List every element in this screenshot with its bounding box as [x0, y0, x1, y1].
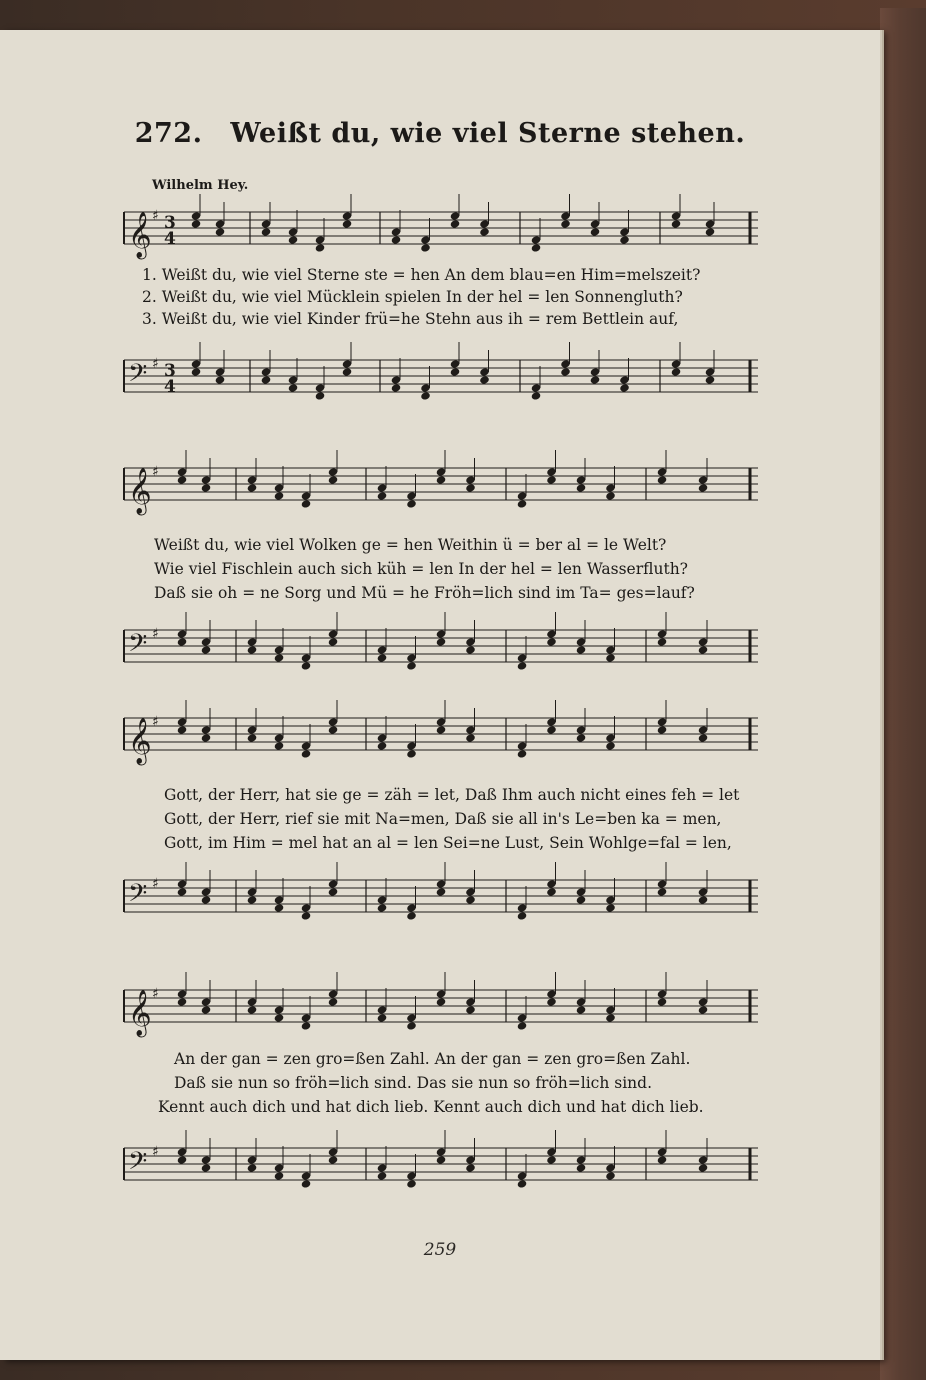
- note-head: [546, 1155, 557, 1164]
- note-head: [406, 1021, 417, 1030]
- bass-staff: [118, 620, 768, 690]
- note-head: [465, 645, 476, 654]
- note-head: [546, 637, 557, 646]
- note-head: [436, 887, 447, 896]
- note-head: [391, 383, 402, 392]
- note-head: [191, 219, 202, 228]
- note-head: [465, 1005, 476, 1014]
- note-head: [201, 733, 212, 742]
- note-head: [177, 997, 188, 1006]
- note-head: [657, 725, 668, 734]
- note-head: [247, 1005, 258, 1014]
- note-head: [546, 475, 557, 484]
- treble-staff: [118, 458, 768, 518]
- note-head: [517, 911, 528, 920]
- note-head: [546, 997, 557, 1006]
- note-head: [517, 1179, 528, 1188]
- lyric-line: Gott, im Him = mel hat an al = len Sei=ne Lust, Sein Wohlge=fal = len,: [164, 834, 732, 852]
- note-head: [465, 895, 476, 904]
- music-system-1: [118, 202, 768, 432]
- note-head: [531, 391, 542, 400]
- note-head: [342, 219, 353, 228]
- note-head: [247, 483, 258, 492]
- note-head: [590, 375, 601, 384]
- bass-clef-icon: 𝄢: [128, 879, 148, 914]
- note-head: [377, 1013, 388, 1022]
- note-head: [576, 1163, 587, 1172]
- hymn-number: 272.: [134, 118, 203, 149]
- treble-clef-icon: 𝄞: [128, 212, 152, 258]
- note-head: [201, 895, 212, 904]
- note-head: [215, 227, 226, 236]
- note-head: [698, 1005, 709, 1014]
- note-head: [698, 1163, 709, 1172]
- time-signature-bottom: 4: [164, 229, 176, 249]
- note-head: [406, 911, 417, 920]
- note-head: [274, 1013, 285, 1022]
- note-head: [328, 887, 339, 896]
- note-head: [517, 749, 528, 758]
- note-head: [560, 219, 571, 228]
- sharp-icon: ♯: [152, 876, 159, 892]
- bass-staff: [118, 350, 768, 420]
- note-head: [315, 243, 326, 252]
- sharp-icon: ♯: [152, 714, 159, 730]
- note-head: [177, 1155, 188, 1164]
- note-head: [705, 375, 716, 384]
- note-head: [531, 243, 542, 252]
- note-head: [391, 235, 402, 244]
- note-head: [247, 733, 258, 742]
- sharp-icon: ♯: [152, 986, 159, 1002]
- lyric-line: 2. Weißt du, wie viel Mücklein spielen In der hel = len Sonnengluth?: [142, 288, 683, 306]
- note-head: [274, 653, 285, 662]
- note-head: [436, 1155, 447, 1164]
- note-head: [261, 227, 272, 236]
- bass-clef-icon: 𝄢: [128, 1147, 148, 1182]
- note-head: [406, 1179, 417, 1188]
- time-signature-bottom: 4: [164, 377, 176, 397]
- note-head: [517, 1021, 528, 1030]
- note-head: [377, 1171, 388, 1180]
- bass-staff: [118, 870, 768, 940]
- note-head: [450, 219, 461, 228]
- sharp-icon: ♯: [152, 626, 159, 642]
- note-head: [619, 383, 630, 392]
- note-head: [479, 375, 490, 384]
- note-head: [436, 997, 447, 1006]
- book-cover-edge: [880, 8, 926, 1380]
- note-head: [406, 749, 417, 758]
- note-head: [328, 637, 339, 646]
- note-head: [576, 895, 587, 904]
- lyric-line: Weißt du, wie viel Wolken ge = hen Weithin ü = ber al = le Welt?: [154, 536, 667, 554]
- note-head: [698, 895, 709, 904]
- bass-clef-icon: 𝄢: [128, 629, 148, 664]
- note-head: [201, 645, 212, 654]
- note-head: [328, 725, 339, 734]
- treble-clef-icon: 𝄞: [128, 990, 152, 1036]
- page-number: 259: [423, 1240, 457, 1260]
- music-system-3: [118, 698, 768, 938]
- note-head: [201, 1163, 212, 1172]
- lyric-line: Wie viel Fischlein auch sich küh = len In der hel = len Wasserfluth?: [154, 560, 688, 578]
- music-system-2: [118, 448, 768, 684]
- note-head: [377, 653, 388, 662]
- note-head: [605, 741, 616, 750]
- note-head: [671, 219, 682, 228]
- note-head: [274, 491, 285, 500]
- note-head: [657, 1155, 668, 1164]
- note-head: [377, 903, 388, 912]
- time-signature-top: 3: [164, 213, 176, 233]
- bass-staff: [118, 1138, 768, 1208]
- note-head: [301, 749, 312, 758]
- note-head: [590, 227, 601, 236]
- note-head: [465, 483, 476, 492]
- note-head: [177, 725, 188, 734]
- treble-staff: [118, 980, 768, 1040]
- note-head: [517, 499, 528, 508]
- note-head: [377, 491, 388, 500]
- note-head: [576, 645, 587, 654]
- lyric-line: Daß sie nun so fröh=lich sind. Das sie nun so fröh=lich sind.: [174, 1074, 653, 1092]
- page: [0, 30, 880, 1360]
- note-head: [177, 475, 188, 484]
- note-head: [301, 1179, 312, 1188]
- lyric-line: 3. Weißt du, wie viel Kinder frü=he Stehn aus ih = rem Bettlein auf,: [142, 310, 679, 328]
- note-head: [247, 895, 258, 904]
- note-head: [406, 499, 417, 508]
- lyric-line: An der gan = zen gro=ßen Zahl. An der gan = zen gro=ßen Zahl.: [174, 1050, 691, 1068]
- music-system-4: [118, 970, 768, 1210]
- note-head: [328, 475, 339, 484]
- note-head: [657, 887, 668, 896]
- note-head: [247, 645, 258, 654]
- lyric-line: Gott, der Herr, hat sie ge = zäh = let, Daß Ihm auch nicht eines feh = let: [164, 786, 740, 804]
- treble-clef-icon: 𝄞: [128, 718, 152, 764]
- hymn-author: Wilhelm Hey.: [152, 178, 249, 193]
- note-head: [605, 1171, 616, 1180]
- note-head: [605, 903, 616, 912]
- note-head: [301, 499, 312, 508]
- note-head: [546, 887, 557, 896]
- note-head: [605, 491, 616, 500]
- note-head: [177, 637, 188, 646]
- note-head: [576, 1005, 587, 1014]
- note-head: [328, 1155, 339, 1164]
- note-head: [436, 637, 447, 646]
- sharp-icon: ♯: [152, 1144, 159, 1160]
- note-head: [315, 391, 326, 400]
- note-head: [301, 661, 312, 670]
- hymn-title: Weißt du, wie viel Sterne stehen.: [230, 118, 746, 149]
- note-head: [657, 475, 668, 484]
- note-head: [420, 243, 431, 252]
- note-head: [465, 1163, 476, 1172]
- note-head: [698, 645, 709, 654]
- note-head: [406, 661, 417, 670]
- note-head: [619, 235, 630, 244]
- note-head: [698, 483, 709, 492]
- note-head: [420, 391, 431, 400]
- note-head: [301, 911, 312, 920]
- note-head: [274, 741, 285, 750]
- note-head: [261, 375, 272, 384]
- note-head: [301, 1021, 312, 1030]
- treble-clef-icon: 𝄞: [128, 468, 152, 514]
- note-head: [576, 483, 587, 492]
- note-head: [698, 733, 709, 742]
- note-head: [247, 1163, 258, 1172]
- note-head: [517, 661, 528, 670]
- sharp-icon: ♯: [152, 464, 159, 480]
- note-head: [671, 367, 682, 376]
- sharp-icon: ♯: [152, 356, 159, 372]
- note-head: [215, 375, 226, 384]
- lyric-line: Gott, der Herr, rief sie mit Na=men, Daß sie all in's Le=ben ka = men,: [164, 810, 722, 828]
- note-head: [436, 725, 447, 734]
- note-head: [328, 997, 339, 1006]
- note-head: [274, 903, 285, 912]
- note-head: [342, 367, 353, 376]
- note-head: [274, 1171, 285, 1180]
- hymn-heading: [0, 118, 880, 149]
- note-head: [191, 367, 202, 376]
- note-head: [465, 733, 476, 742]
- note-head: [560, 367, 571, 376]
- lyric-line: Daß sie oh = ne Sorg und Mü = he Fröh=lich sind im Ta= ges=lauf?: [154, 584, 695, 602]
- note-head: [288, 235, 299, 244]
- note-head: [479, 227, 490, 236]
- note-head: [546, 725, 557, 734]
- note-head: [576, 733, 587, 742]
- note-head: [436, 475, 447, 484]
- note-head: [657, 997, 668, 1006]
- bass-clef-icon: 𝄢: [128, 359, 148, 394]
- lyric-line: 1. Weißt du, wie viel Sterne ste = hen An dem blau=en Him=melszeit?: [142, 266, 701, 284]
- note-head: [605, 653, 616, 662]
- note-head: [288, 383, 299, 392]
- note-head: [605, 1013, 616, 1022]
- time-signature-top: 3: [164, 361, 176, 381]
- note-head: [657, 637, 668, 646]
- lyric-line: Kennt auch dich und hat dich lieb. Kennt auch dich und hat dich lieb.: [158, 1098, 704, 1116]
- note-head: [201, 483, 212, 492]
- treble-staff: [118, 708, 768, 768]
- note-head: [705, 227, 716, 236]
- note-head: [377, 741, 388, 750]
- note-head: [201, 1005, 212, 1014]
- treble-staff: [118, 202, 768, 262]
- note-head: [450, 367, 461, 376]
- note-head: [177, 887, 188, 896]
- sharp-icon: ♯: [152, 208, 159, 224]
